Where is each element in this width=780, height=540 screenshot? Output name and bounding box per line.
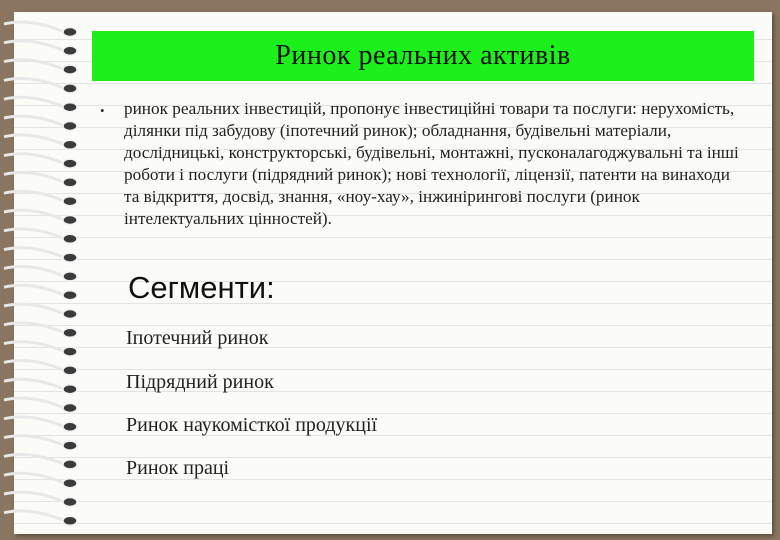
binding-hole — [63, 28, 77, 37]
binding-hole — [63, 103, 77, 112]
segment-item: Ринок праці — [126, 457, 230, 479]
binding-hole — [63, 310, 77, 319]
spiral-wire — [4, 342, 62, 351]
spiral-wire — [4, 41, 62, 50]
spiral-wire — [4, 210, 62, 219]
binding-hole — [63, 65, 77, 74]
binding-hole — [63, 197, 77, 206]
spiral-wire — [4, 154, 62, 163]
bullet-icon: • — [100, 103, 105, 118]
spiral-wire — [4, 511, 62, 520]
title-bar — [92, 31, 754, 81]
spiral-wire — [4, 304, 62, 313]
spiral-binding — [0, 0, 90, 540]
binding-hole — [63, 122, 77, 131]
segments-heading: Сегменти: — [128, 270, 275, 305]
segment-item: Підрядний ринок — [126, 371, 274, 393]
segment-item: Ринок наукомісткої продукції — [126, 414, 378, 436]
binding-hole — [63, 84, 77, 93]
binding-hole — [63, 234, 77, 243]
spiral-wire — [4, 173, 62, 182]
binding-hole — [63, 404, 77, 413]
binding-hole — [63, 272, 77, 281]
binding-hole — [63, 178, 77, 187]
spiral-wire — [4, 229, 62, 238]
binding-hole — [63, 291, 77, 300]
binding-hole — [63, 140, 77, 149]
spiral-wire — [4, 379, 62, 388]
bullet-text: ринок реальних інвестицій, пропонує інвестиційні товари та послуги: нерухомість, ділянки під забудову (іпотечний ринок); обладнання, будівельні матеріали, дослідницькі, конструкторські, будівельні, монтажні, пусконалагоджувальні та інші роботи і послуги (підрядний ринок); нові технології, ліцензії, патенти на винаходи та відкриття, досвід, знання, «ноу-хау», інжинірингові послуги (ринок інтелектуальних цінностей). — [124, 99, 739, 228]
spiral-wire — [4, 455, 62, 464]
spiral-wire — [4, 60, 62, 69]
binding-hole — [63, 516, 77, 525]
segment-item: Іпотечний ринок — [126, 327, 269, 349]
binding-hole — [63, 159, 77, 168]
binding-hole — [63, 422, 77, 431]
binding-hole — [63, 460, 77, 469]
spiral-wire — [4, 135, 62, 144]
spiral-wire — [4, 361, 62, 370]
binding-hole — [63, 441, 77, 450]
spiral-wire — [4, 473, 62, 482]
spiral-wire — [4, 436, 62, 445]
spiral-wire — [4, 398, 62, 407]
slide-title: Ринок реальних активів — [275, 40, 571, 71]
binding-hole — [63, 328, 77, 337]
binding-hole — [63, 479, 77, 488]
spiral-wire — [4, 97, 62, 106]
spiral-wire — [4, 417, 62, 426]
binding-hole — [63, 498, 77, 507]
spiral-wire — [4, 191, 62, 200]
spiral-wire — [4, 116, 62, 125]
spiral-wire — [4, 285, 62, 294]
spiral-rings — [4, 22, 77, 525]
binding-hole — [63, 46, 77, 55]
binding-hole — [63, 347, 77, 356]
spiral-wire — [4, 79, 62, 88]
spiral-wire — [4, 323, 62, 332]
spiral-wire — [4, 22, 62, 31]
spiral-wire — [4, 267, 62, 276]
binding-hole — [63, 366, 77, 375]
binding-hole — [63, 253, 77, 262]
spiral-wire — [4, 492, 62, 501]
spiral-wire — [4, 248, 62, 257]
binding-hole — [63, 216, 77, 225]
binding-hole — [63, 385, 77, 394]
